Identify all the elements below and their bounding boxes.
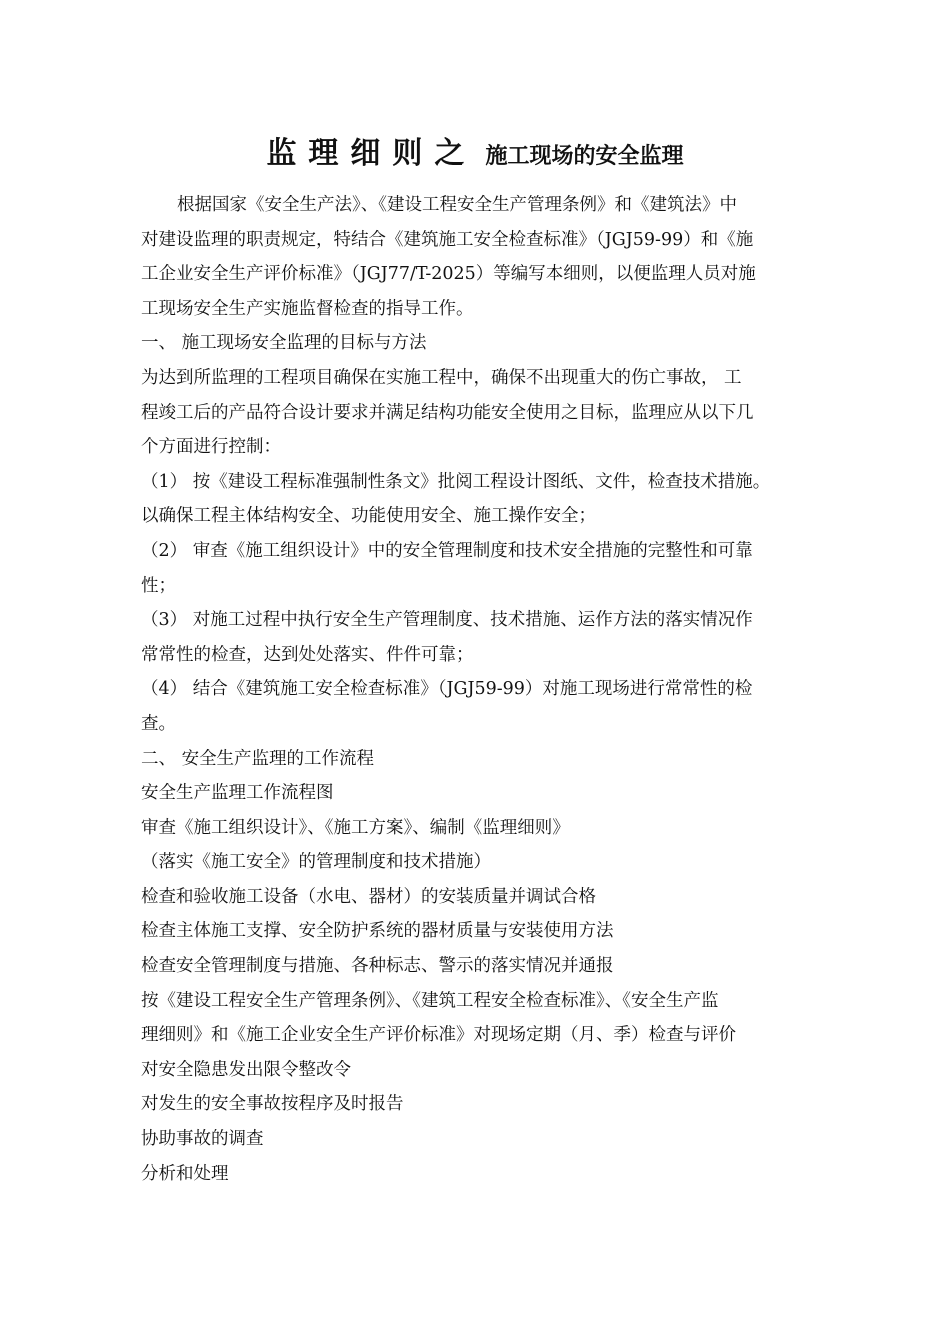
paragraph-line: 对建设监理的职责规定，特结合《建筑施工安全检查标准》（JGJ59-99）和《施 [141, 229, 754, 250]
list-item: （3） 对施工过程中执行安全生产管理制度、技术措施、运作方法的落实情况作 [141, 610, 753, 631]
flow-line: 审查《施工组织设计》、《施工方案》、编制《监理细则》 [141, 817, 570, 838]
title-subtitle: 施工现场的安全监理 [485, 144, 684, 169]
paragraph-line: 工企业安全生产评价标准》（JGJ77/T-2025）等编写本细则，以便监理人员对施 [141, 264, 756, 285]
list-item: （2） 审查《施工组织设计》中的安全管理制度和技术安全措施的完整性和可靠 [141, 540, 753, 561]
list-item-continuation: 性； [141, 575, 176, 596]
paragraph-line: 根据国家《安全生产法》、《建设工程安全生产管理条例》和《建筑法》中 [177, 195, 737, 215]
list-item: （1） 按《建设工程标准强制性条文》批阅工程设计图纸、文件，检查技术措施。 [141, 471, 771, 492]
flow-line: 分析和处理 [141, 1163, 229, 1184]
section-heading: 一、 施工现场安全监理的目标与方法 [141, 333, 427, 354]
document-body [141, 188, 841, 1191]
list-item-continuation: 以确保工程主体结构安全、功能使用安全、施工操作安全； [141, 506, 596, 527]
paragraph-line: 个方面进行控制： [141, 437, 281, 458]
list-item: （4） 结合《建筑施工安全检查标准》（JGJ59-99）对施工现场进行常常性的检 [141, 679, 753, 700]
flow-line: 按《建设工程安全生产管理条例》、《建筑工程安全检查标准》、《安全生产监 [141, 990, 719, 1011]
paragraph-line: 程竣工后的产品符合设计要求并满足结构功能安全使用之目标，监理应从以下几 [141, 402, 754, 423]
paragraph-line: 工现场安全生产实施监督检查的指导工作。 [141, 298, 474, 319]
flow-line: 检查安全管理制度与措施、各种标志、警示的落实情况并通报 [141, 956, 614, 977]
flow-line: 理细则》和《施工企业安全生产评价标准》对现场定期（月、季）检查与评价 [141, 1025, 736, 1046]
flow-line: 对安全隐患发出限令整改令 [141, 1059, 351, 1080]
paragraph-line: 为达到所监理的工程项目确保在实施工程中，确保不出现重大的伤亡事故， 工 [141, 367, 742, 388]
title-main: 监理细则之 [266, 136, 477, 171]
document-title [0, 128, 950, 172]
list-item-continuation: 常常性的检查，达到处处落实、件件可靠； [141, 644, 474, 665]
flow-line: 协助事故的调查 [141, 1129, 264, 1150]
flow-line: 安全生产监理工作流程图 [141, 783, 334, 804]
flow-line: 检查和验收施工设备（水电、器材）的安装质量并调试合格 [141, 886, 596, 907]
section-heading: 二、 安全生产监理的工作流程 [141, 748, 375, 769]
flow-line: （落实《施工安全》的管理制度和技术措施） [141, 852, 491, 873]
flow-line: 对发生的安全事故按程序及时报告 [141, 1094, 404, 1115]
list-item-continuation: 查。 [141, 713, 176, 734]
flow-line: 检查主体施工支撑、安全防护系统的器材质量与安装使用方法 [141, 921, 614, 942]
